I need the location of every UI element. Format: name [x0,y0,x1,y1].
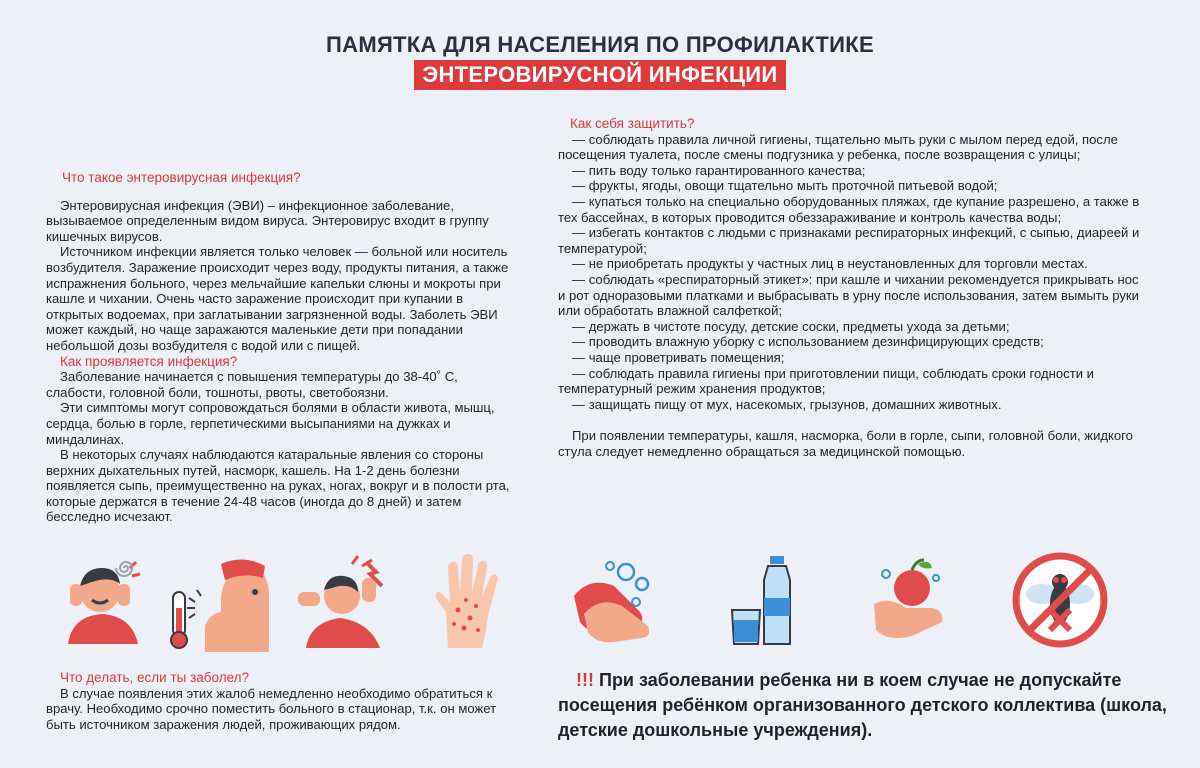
protect-item: — соблюдать «респираторный этикет»: при кашле и чихании рекомендуется прикрывать нос и рот одноразовыми платками и выбрасывать в урну после использования, затем вымыть руки или обработать влажной салфеткой; [558,271,1139,319]
washing-fruit-icon [872,556,948,644]
protect-item: — соблюдать правила гигиены при приготовлении пищи, соблюдать сроки годности и температурный режим хранения продуктов; [558,365,1094,397]
protect-item: — избегать контактов с людьми с признаками респираторных инфекций, с сыпью, диареей и температурой; [558,225,1140,256]
symptoms-paragraph-3: В некоторых случаях наблюдаются катаральные явления со стороны верхних дыхательных путей, насморк, кашель. На 1-2 день болезни появляется сыпь, преимущественно на руках, ногах, вокруг и в полости рта, которые держатся в течение 24-48 часов (иногда до 8 дней) и затем бесследно исчезают. [46,447,510,525]
protect-item: — пить воду только гарантированного качества; [572,162,866,178]
warning-exclamation-marks: !!! [576,670,594,690]
protect-item: — соблюдать правила личной гигиены, тщательно мыть руки с мылом перед едой, после посещения туалета, после смены подгузника у ребенка, после возвращения с улицы; [558,131,1118,163]
water-bottle-icon [730,554,800,646]
warning-text: При заболевании ребенка ни в коем случае не допускайте посещения ребёнком организованного детского коллектива (школа, детские дошкольные учреждения). [558,670,1167,740]
illustrations-row [0,548,1200,658]
left-column [46,170,516,525]
symptoms-paragraph-1: Заболевание начинается с повышения температуры до 38-40˚ С, слабости, головной боли, тошноты, рвоты, светобоязни. [46,369,458,400]
warning-notice [558,668,1178,743]
thermometer-cough-icon [165,556,275,652]
protect-item: — купаться только на специально оборудованных пляжах, где купание разрешено, а также в тех бассейнах, в которых проводится обеззараживание и контроль качества воды; [558,193,1140,225]
symptoms-paragraph-2: Эти симптомы могут сопровождаться болями в области живота, мышц, сердца, болью в горле, герпетическими высыпаниями на дужках и миндалинах. [46,400,495,447]
page-title: ПАМЯТКА ДЛЯ НАСЕЛЕНИЯ ПО ПРОФИЛАКТИКЕ [326,32,874,57]
what-is-paragraph-1: Энтеровирусная инфекция (ЭВИ) – инфекционное заболевание, вызываемое определенным видом вируса. Энтеровирус входит в группу кишечных вирусов. [46,197,489,244]
protect-item: — держать в чистоте посуду, детские соски, предметы ухода за детьми; [572,318,1010,334]
what-is-heading: Что такое энтеровирусная инфекция? [62,170,301,185]
protect-item: — проводить влажную уборку с использованием дезинфицирующих средств; [572,334,1044,350]
protect-item: — защищать пищу от мух, насекомых, грызунов, домашних животных. [572,396,1002,412]
no-insects-icon [1012,552,1108,648]
protect-heading: Как себя защитить? [570,116,695,131]
handwashing-icon [570,556,654,644]
symptoms-heading: Как проявляется инфекция? [60,353,238,369]
dizzy-spiral-icon [114,556,138,580]
if-sick-paragraph: В случае появления этих жалоб немедленно необходимо обратиться к врачу. Необходимо срочно поместить больного в стационар, т.к. он может быть источником заражения людей, проживающих рядом. [46,685,497,732]
right-column [558,116,1148,459]
if-sick-section [46,670,516,732]
if-sick-heading: Что делать, если ты заболел? [60,670,250,685]
page-subtitle-banner: ЭНТЕРОВИРУСНОЙ ИНФЕКЦИИ [414,60,787,90]
rash-hand-icon [430,552,500,648]
protect-item: — чаще проветривать помещения; [572,349,785,365]
medical-help-note: При появлении температуры, кашля, насморка, боли в горле, сыпи, головной боли, жидкого стула следует немедленно обращаться за медицинской помощью. [558,428,1133,459]
protect-item: — фрукты, ягоды, овощи тщательно мыть проточной питьевой водой; [572,178,998,194]
protect-item: — не приобретать продукты у частных лиц в неустановленных для торговли местах. [572,256,1088,272]
what-is-paragraph-2: Источником инфекции является только человек — больной или носитель возбудителя. Заражение происходит через воду, продукты питания, а также испражнения больного, через мельчайшие капельки слюны и мокроты при кашле и чихании. Очень часто заражение происходит при купании в открытых водоемах, при заглатывании загрязненной воды. Заболеть ЭВИ может каждый, но чаще заражаются маленькие дети при попадании небольшой дозы возбудителя с водой или с пищей. [46,244,509,353]
migraine-person-icon [296,552,396,648]
